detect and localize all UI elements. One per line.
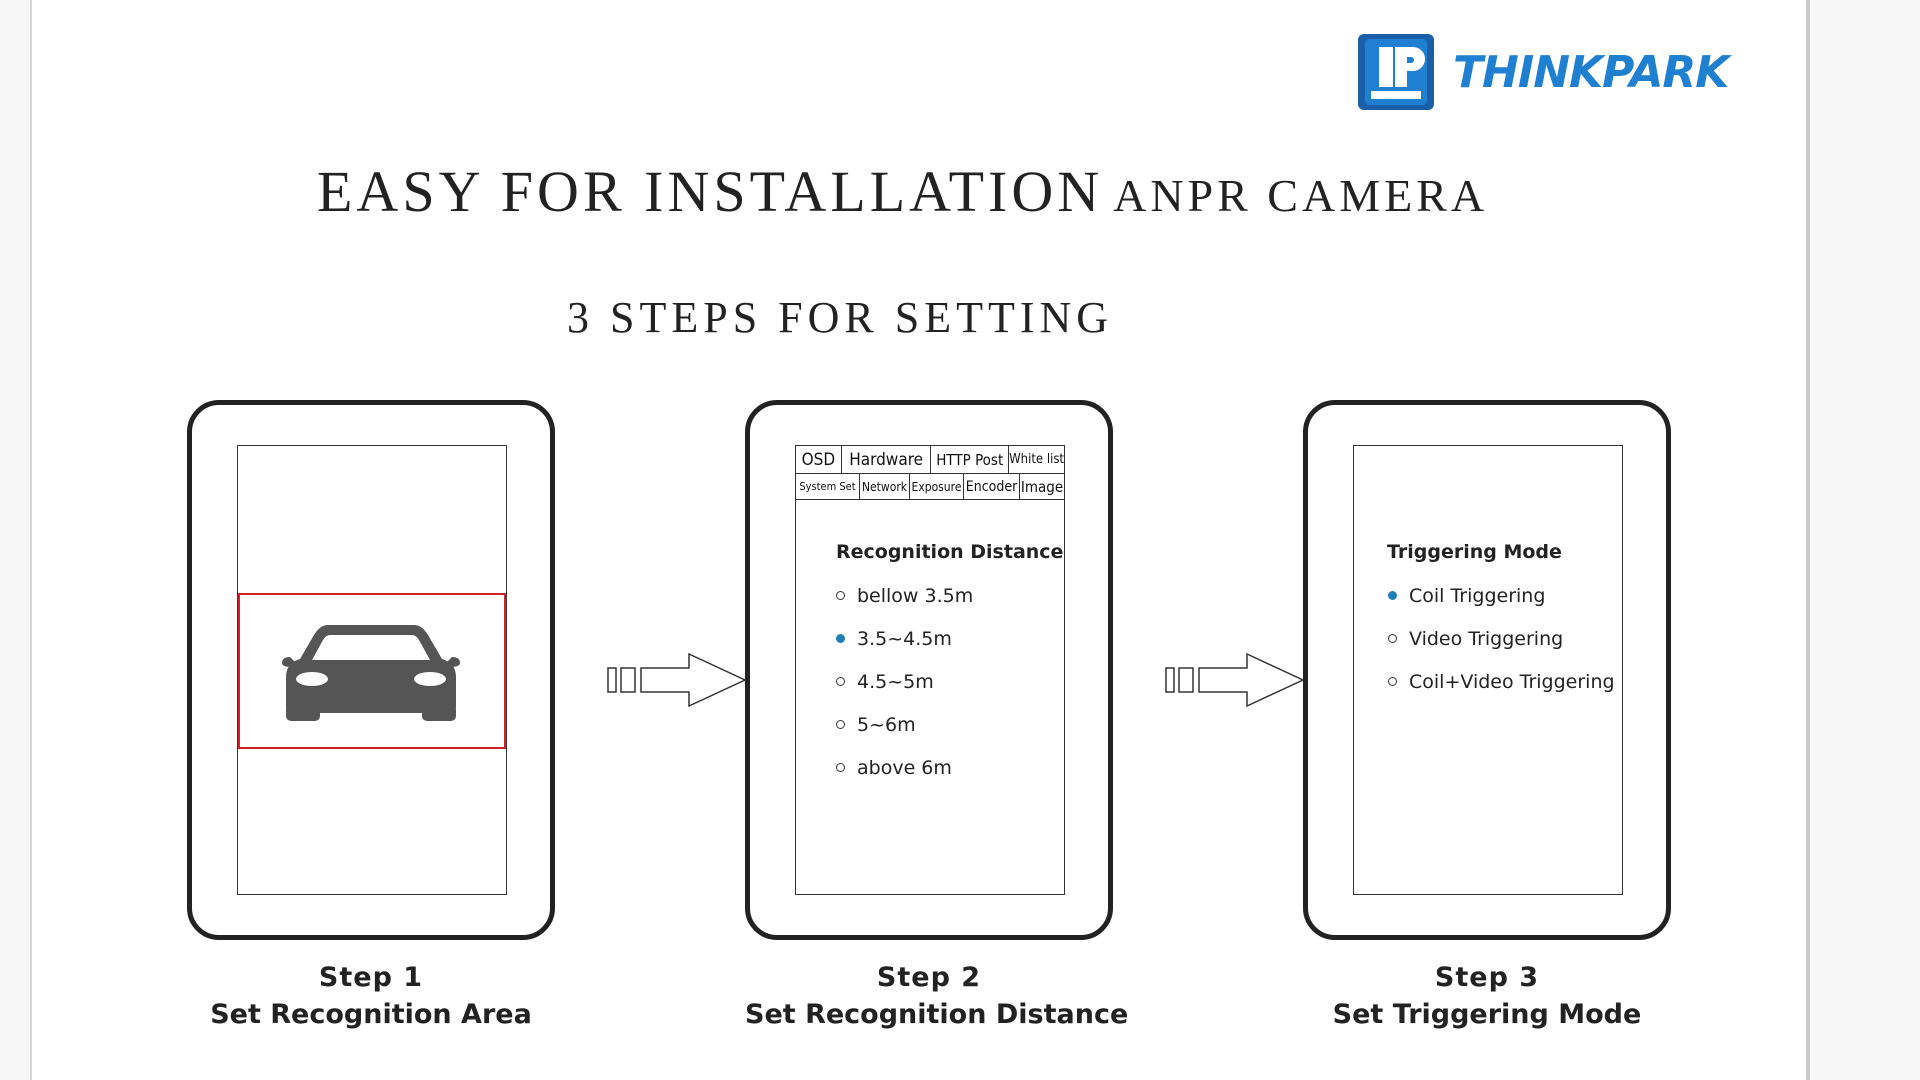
tablet-screen bbox=[1353, 445, 1623, 895]
radio-button[interactable] bbox=[1388, 677, 1397, 686]
panel-title: Triggering Mode bbox=[1387, 541, 1562, 563]
trigger-options bbox=[1388, 574, 1615, 703]
step-caption bbox=[745, 962, 1129, 1030]
radio-button[interactable] bbox=[836, 720, 845, 729]
title-main: EASY FOR INSTALLATION bbox=[317, 159, 1104, 224]
page-sheet bbox=[30, 0, 1810, 1080]
radio-button-selected[interactable] bbox=[836, 634, 845, 643]
step-caption bbox=[1303, 962, 1671, 1030]
step-caption bbox=[187, 962, 555, 1030]
recognition-area-box[interactable] bbox=[238, 593, 506, 749]
settings-tabs bbox=[796, 446, 1064, 500]
tab-image[interactable]: Image bbox=[1020, 477, 1064, 496]
radio-button[interactable] bbox=[836, 763, 845, 772]
step-3 bbox=[1303, 400, 1671, 1030]
tab-row-2 bbox=[796, 474, 1064, 500]
title-product: ANPR CAMERA bbox=[1113, 170, 1489, 221]
tab-row-1 bbox=[796, 446, 1064, 474]
tab-http-post[interactable]: HTTP Post bbox=[931, 446, 1009, 473]
radio-option[interactable]: Video Triggering bbox=[1388, 617, 1615, 660]
tablet-frame bbox=[745, 400, 1113, 940]
radio-option[interactable]: 3.5~4.5m bbox=[836, 617, 973, 660]
radio-button-selected[interactable] bbox=[1388, 591, 1397, 600]
tab-encoder[interactable]: Encoder bbox=[964, 474, 1020, 499]
car-icon bbox=[280, 621, 462, 721]
page-title bbox=[317, 158, 1517, 225]
tab-osd[interactable]: OSD bbox=[796, 446, 842, 473]
step-title: Set Triggering Mode bbox=[1332, 999, 1642, 1030]
arrow-right-icon bbox=[607, 652, 747, 708]
radio-option[interactable]: Coil+Video Triggering bbox=[1388, 660, 1615, 703]
tab-white-list[interactable]: White list bbox=[1009, 452, 1065, 467]
panel-title: Recognition Distance bbox=[836, 541, 1064, 563]
tab-exposure[interactable]: Exposure bbox=[910, 474, 964, 499]
step-label: Step 1 bbox=[318, 962, 424, 993]
section-subtitle: 3 STEPS FOR SETTING bbox=[567, 293, 1114, 342]
radio-option[interactable]: bellow 3.5m bbox=[836, 574, 973, 617]
tablet-frame bbox=[187, 400, 555, 940]
tablet-screen bbox=[237, 445, 507, 895]
step-label: Step 2 bbox=[876, 962, 982, 993]
tablet-frame bbox=[1303, 400, 1671, 940]
tablet-screen bbox=[795, 445, 1065, 895]
step-1 bbox=[187, 400, 555, 1030]
radio-option[interactable]: Coil Triggering bbox=[1388, 574, 1615, 617]
radio-button[interactable] bbox=[836, 591, 845, 600]
brand-name: THINKPARK bbox=[1453, 46, 1729, 98]
tab-hardware[interactable]: Hardware bbox=[842, 446, 932, 473]
distance-options bbox=[836, 574, 973, 789]
radio-option[interactable]: 5~6m bbox=[836, 703, 973, 746]
step-title: Set Recognition Area bbox=[210, 999, 532, 1030]
step-title: Set Recognition Distance bbox=[745, 999, 1129, 1030]
tab-network[interactable]: Network bbox=[860, 474, 910, 499]
brand-logo bbox=[1357, 32, 1728, 112]
step-label: Step 3 bbox=[1434, 962, 1540, 993]
thinkpark-logo-icon bbox=[1357, 33, 1435, 111]
arrow-right-icon bbox=[1165, 652, 1305, 708]
radio-option[interactable]: above 6m bbox=[836, 746, 973, 789]
radio-button[interactable] bbox=[836, 677, 845, 686]
radio-button[interactable] bbox=[1388, 634, 1397, 643]
radio-option[interactable]: 4.5~5m bbox=[836, 660, 973, 703]
tab-system-set[interactable]: System Set bbox=[796, 474, 860, 499]
step-2 bbox=[745, 400, 1129, 1030]
